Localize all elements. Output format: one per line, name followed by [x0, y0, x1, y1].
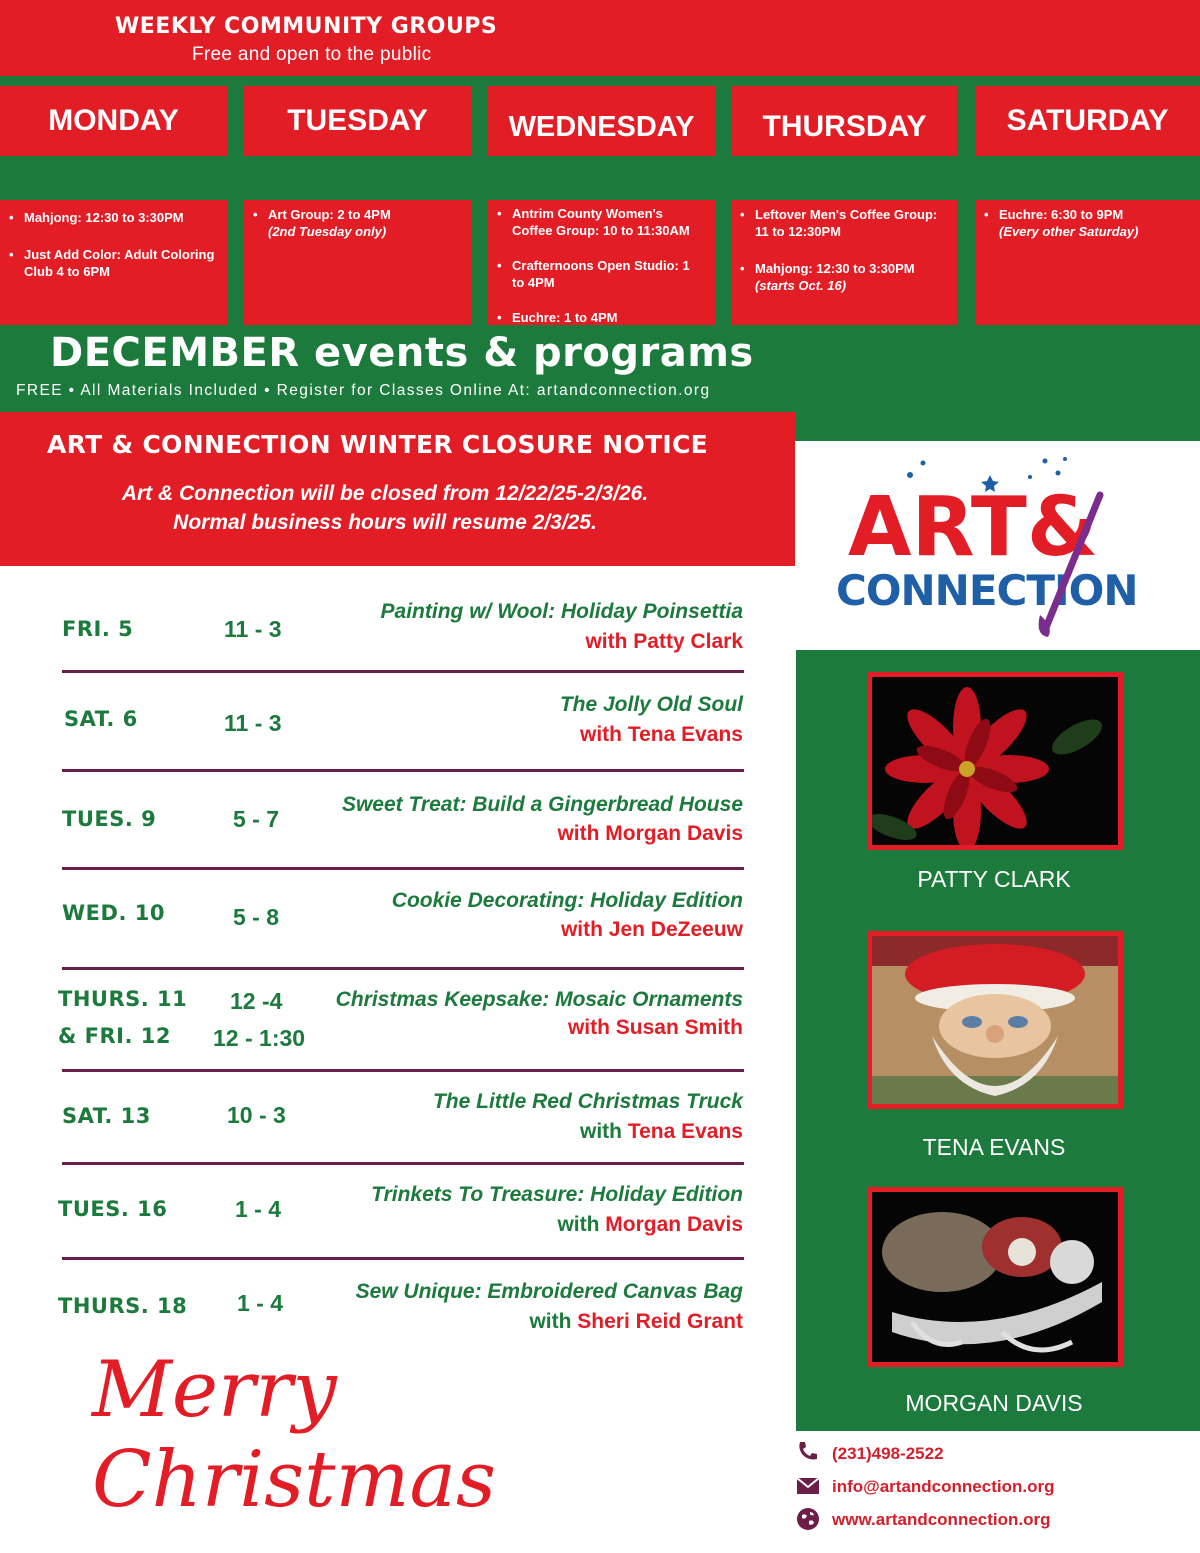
- santa-photo: [867, 931, 1123, 1109]
- event-title: Cookie Decorating: Holiday Edition: [391, 889, 743, 912]
- event-divider: [62, 1069, 744, 1072]
- event-title: Sew Unique: Embroidered Canvas Bag: [355, 1280, 743, 1303]
- day-body-wednesday: [488, 200, 715, 325]
- group-note: (Every other Saturday): [999, 224, 1139, 239]
- event-instructor: Morgan Davis: [605, 1213, 743, 1236]
- event-divider: [62, 769, 744, 772]
- closure-title: ART & CONNECTION WINTER CLOSURE NOTICE: [47, 430, 709, 459]
- event-date-secondary: & FRI. 12: [58, 1024, 171, 1048]
- event-instructor-line: with Tena Evans: [580, 723, 743, 746]
- event-time-secondary: 12 - 1:30: [213, 1025, 306, 1051]
- event-date: TUES. 9: [62, 807, 157, 831]
- event-instructor: Patty Clark: [633, 630, 743, 653]
- closure-line-1: Art & Connection will be closed from 12/22/25-2/3/26.: [121, 482, 649, 505]
- instructor-name: MORGAN DAVIS: [905, 1390, 1083, 1416]
- group-item: • Just Add Color: Adult Coloring Club 4 to 6PM: [24, 246, 217, 280]
- day-header-tuesday: TUESDAY: [244, 86, 471, 156]
- event-instructor-line: with Morgan Davis: [557, 822, 743, 845]
- event-time: 10 - 3: [227, 1102, 286, 1128]
- event-title: Trinkets To Treasure: Holiday Edition: [371, 1183, 743, 1206]
- event-instructor: Tena Evans: [627, 723, 743, 746]
- day-header-monday: MONDAY: [0, 86, 227, 156]
- day-body-monday: [0, 200, 227, 325]
- poinsettia-photo: [867, 672, 1123, 850]
- event-divider: [62, 1257, 744, 1260]
- event-instructor: Morgan Davis: [605, 822, 743, 845]
- day-header-saturday: SATURDAY: [975, 86, 1200, 156]
- group-item: • Antrim County Women's Coffee Group: 10 to 11:30AM: [512, 205, 705, 239]
- event-time: 1 - 4: [237, 1290, 284, 1316]
- day-body-tuesday: [244, 200, 471, 325]
- globe-icon: [796, 1507, 820, 1529]
- logo-connection-text: CONNECTION: [836, 566, 1138, 615]
- day-header-wednesday: WEDNESDAY: [488, 86, 715, 156]
- sleigh-photo: [867, 1187, 1123, 1367]
- group-note: (starts Oct. 16): [755, 278, 847, 293]
- event-date: WED. 10: [62, 901, 165, 925]
- weekly-title: WEEKLY COMMUNITY GROUPS: [115, 14, 498, 39]
- december-subtitle: FREE • All Materials Included • Register for Classes Online At: artandconnection.org: [16, 382, 711, 399]
- event-time: 12 -4: [230, 988, 283, 1014]
- weekly-subtitle: Free and open to the public: [192, 44, 432, 65]
- event-title: Sweet Treat: Build a Gingerbread House: [341, 793, 743, 816]
- event-time: 11 - 3: [224, 710, 282, 736]
- group-item: • Mahjong: 12:30 to 3:30PM (starts Oct. 16): [755, 260, 948, 294]
- event-time: 11 - 3: [224, 616, 282, 642]
- event-date: TUES. 16: [58, 1197, 168, 1221]
- group-item: • Euchre: 1 to 4PM: [512, 309, 705, 326]
- group-note: (2nd Tuesday only): [268, 224, 387, 239]
- day-body-saturday: [975, 200, 1200, 325]
- event-instructor: Tena Evans: [627, 1120, 743, 1143]
- logo-art-text: ART&: [848, 480, 1099, 575]
- email-icon: [796, 1475, 820, 1497]
- event-divider: [62, 867, 744, 870]
- contact-website[interactable]: www.artandconnection.org: [832, 1510, 1051, 1529]
- event-date: SAT. 6: [64, 707, 138, 731]
- event-time: 5 - 7: [233, 806, 280, 832]
- event-title: Christmas Keepsake: Mosaic Ornaments: [335, 988, 743, 1011]
- event-instructor-line: with Sheri Reid Grant: [529, 1310, 743, 1333]
- group-item: • Mahjong: 12:30 to 3:30PM: [24, 209, 217, 226]
- event-instructor-line: with Tena Evans: [580, 1120, 743, 1143]
- group-item: • Art Group: 2 to 4PM (2nd Tuesday only): [268, 206, 461, 240]
- event-instructor-line: with Morgan Davis: [557, 1213, 743, 1236]
- event-instructor: Susan Smith: [615, 1016, 743, 1039]
- instructor-name: TENA EVANS: [922, 1134, 1066, 1160]
- december-title: DECEMBER events & programs: [50, 330, 754, 376]
- event-divider: [62, 967, 744, 970]
- event-divider: [62, 670, 744, 673]
- art-connection-logo: [830, 455, 1150, 645]
- event-instructor: Sheri Reid Grant: [577, 1310, 743, 1333]
- group-item: • Crafternoons Open Studio: 1 to 4PM: [512, 257, 705, 291]
- event-date: SAT. 13: [62, 1104, 151, 1128]
- event-time: 1 - 4: [235, 1196, 282, 1222]
- event-instructor-line: with Susan Smith: [567, 1016, 743, 1039]
- event-instructor-line: with Jen DeZeeuw: [560, 918, 743, 941]
- merry-christmas-script: Merry Christmas: [92, 1345, 497, 1525]
- closure-line-2: Normal business hours will resume 2/3/25.: [173, 511, 597, 534]
- event-date: FRI. 5: [62, 617, 134, 641]
- contact-phone: (231)498-2522: [832, 1444, 944, 1463]
- event-time: 5 - 8: [233, 904, 280, 930]
- event-date: THURS. 18: [58, 1294, 188, 1318]
- event-date: THURS. 11: [58, 987, 188, 1011]
- event-instructor-line: with Patty Clark: [585, 630, 743, 653]
- day-body-thursday: [731, 200, 958, 325]
- day-header-thursday: THURSDAY: [731, 86, 958, 156]
- event-divider: [62, 1162, 744, 1165]
- contact-email[interactable]: info@artandconnection.org: [832, 1477, 1055, 1496]
- instructor-name: PATTY CLARK: [917, 866, 1071, 892]
- event-title: The Little Red Christmas Truck: [432, 1090, 743, 1113]
- phone-icon: [796, 1440, 820, 1462]
- group-item: • Euchre: 6:30 to 9PM (Every other Saturday): [999, 206, 1190, 240]
- group-item: • Leftover Men's Coffee Group: 11 to 12:30PM: [755, 206, 948, 240]
- event-title: Painting w/ Wool: Holiday Poinsettia: [380, 600, 743, 623]
- event-title: The Jolly Old Soul: [559, 693, 743, 716]
- event-instructor: Jen DeZeeuw: [608, 918, 743, 941]
